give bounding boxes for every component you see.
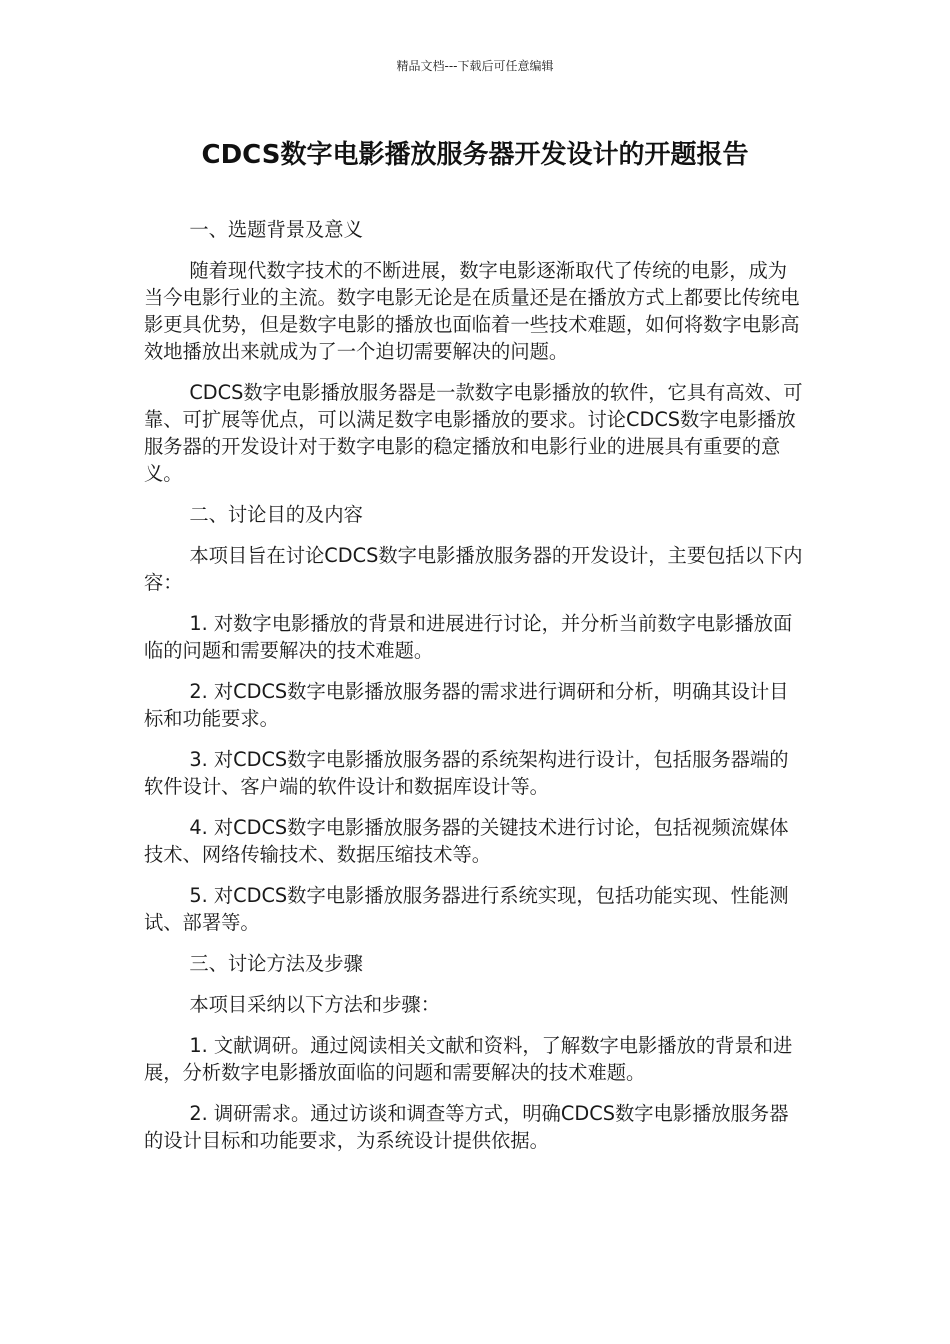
paragraph: 本项目旨在讨论CDCS数字电影播放服务器的开发设计，主要包括以下内容： bbox=[144, 544, 803, 594]
list-item: 2. 对CDCS数字电影播放服务器的需求进行调研和分析，明确其设计目标和功能要求。 bbox=[144, 680, 789, 730]
section-heading-objectives: 二、讨论目的及内容 bbox=[189, 503, 363, 526]
list-item: 4. 对CDCS数字电影播放服务器的关键技术进行讨论，包括视频流媒体技术、网络传输技术、数据压缩技术等。 bbox=[144, 816, 789, 866]
paragraph: 随着现代数字技术的不断进展，数字电影逐渐取代了传统的电影，成为当今电影行业的主流。数字电影无论是在质量还是在播放方式上都要比传统电影更具优势，但是数字电影的播放也面临着一些技术难题，如何将数字电影高效地播放出来就成为了一个迫切需要解决的问题。 bbox=[144, 259, 800, 363]
list-item: 3. 对CDCS数字电影播放服务器的系统架构进行设计，包括服务器端的软件设计、客户端的软件设计和数据库设计等。 bbox=[144, 748, 789, 798]
list-item: 1. 对数字电影播放的背景和进展进行讨论，并分析当前数字电影播放面临的问题和需要解决的技术难题。 bbox=[144, 612, 793, 662]
paragraph: 本项目采纳以下方法和步骤： bbox=[189, 993, 440, 1016]
paragraph: CDCS数字电影播放服务器是一款数字电影播放的软件，它具有高效、可靠、可扩展等优点，可以满足数字电影播放的要求。讨论CDCS数字电影播放服务器的开发设计对于数字电影的稳定播放和电影行业的进展具有重要的意义。 bbox=[144, 381, 803, 485]
document-title: CDCS数字电影播放服务器开发设计的开题报告 bbox=[201, 140, 749, 170]
section-heading-background: 一、选题背景及意义 bbox=[189, 218, 363, 241]
list-item: 5. 对CDCS数字电影播放服务器进行系统实现，包括功能实现、性能测试、部署等。 bbox=[144, 884, 789, 934]
section-heading-methods: 三、讨论方法及步骤 bbox=[189, 952, 363, 975]
header-note: 精品文档---下载后可任意编辑 bbox=[396, 59, 554, 73]
list-item: 2. 调研需求。通过访谈和调查等方式，明确CDCS数字电影播放服务器的设计目标和功能要求，为系统设计提供依据。 bbox=[144, 1102, 789, 1152]
list-item: 1. 文献调研。通过阅读相关文献和资料，了解数字电影播放的背景和进展，分析数字电影播放面临的问题和需要解决的技术难题。 bbox=[144, 1034, 793, 1084]
document-body bbox=[144, 216, 804, 1168]
